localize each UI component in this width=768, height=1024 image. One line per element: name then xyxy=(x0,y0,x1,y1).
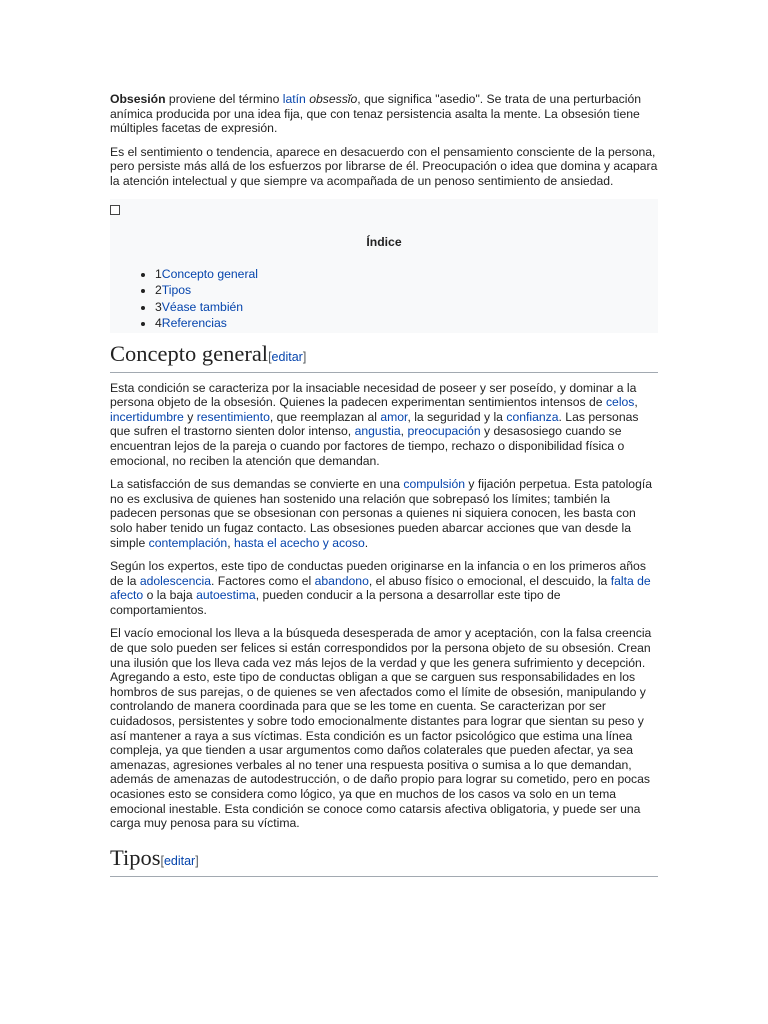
heading-concepto-general: Concepto general[editar] xyxy=(110,341,658,373)
edit-link[interactable]: editar xyxy=(163,853,196,868)
toc-title: Índice xyxy=(366,234,402,249)
heading-tipos: Tipos[editar] xyxy=(110,845,658,877)
link-amor[interactable]: amor xyxy=(380,409,408,424)
concepto-paragraph-4: El vacío emocional los lleva a la búsqueda desesperada de amor y aceptación, con la falsa creencia de que solo pueden ser felices si están correspondidos por la persona objeto de su obsesión. Crean una ilusión que los lleva cada vez más lejos de la verdad y que les genera sufrimiento y decepción. Agregando a esto, este tipo de conductas obligan a que se carguen sus responsabilidades en los hombros de sus parejas, o de quienes se ven afectados como el límite de obsesión, manipulando y controlando de manera coordinada para que se les tome en cuenta. Se caracterizan por ser cuidadosos, persistentes y sobre todo emocionalmente distantes para lograr que sientan su peso y así mantener a raya a sus víctimas. Esta condición es un factor psicológico que estima una línea compleja, ya que tienden a usar argumentos como daños colaterales que pueden afectar, ya sea amenazas, agresiones verbales al no tener una respuesta positiva o sumisa a lo que demandan, además de amenazas de autodestrucción, o de daño propio para lograr su cometido, pero en pocas ocasiones esto se considera como lógico, ya que en muchos de los casos va solo en un tema emocional inestable. Esta condición se conoce como catarsis afectiva obligatoria, y puede ser una carga muy penosa para su víctima. xyxy=(110,626,652,831)
link-compulsion[interactable]: compulsión xyxy=(403,477,466,492)
intro-paragraph-2: Es el sentimiento o tendencia, aparece en desacuerdo con el pensamiento consciente de la persona, pero persiste más allá de los esfuerzos por librarse de él. Preocupación o idea que domina y acapara la atención intelectual y que siempre va acompañada de un penoso sentimiento de ansiedad. xyxy=(110,144,658,188)
link-incertidumbre[interactable]: incertidumbre xyxy=(110,409,184,424)
link-latin[interactable]: latín xyxy=(282,92,306,106)
toc-list xyxy=(110,266,258,332)
latin-term: obsessĭo xyxy=(309,92,358,106)
link-angustia[interactable]: angustia xyxy=(354,424,401,439)
link-celos[interactable]: celos xyxy=(605,395,635,410)
edit-section-link: [editar] xyxy=(268,349,307,364)
link-contemplacion[interactable]: contemplación xyxy=(148,535,228,550)
link-autoestima[interactable]: autoestima xyxy=(196,588,256,603)
concepto-paragraph-3: Según los expertos, este tipo de conductas pueden originarse en la infancia o en los primeros años de la adolescencia. Factores como el abandono, el abuso físico o emocional, el descuido, la falta de afecto o la baja autoestima, pueden conducir a la persona a desarrollar este tipo de comportamientos. xyxy=(110,559,651,617)
toc-item[interactable]: • 4Referencias xyxy=(155,315,258,332)
toc-item[interactable]: • 1Concepto general xyxy=(155,266,258,283)
toc-item[interactable]: • 2Tipos xyxy=(155,282,258,299)
toc-link-referencias[interactable]: Referencias xyxy=(161,316,227,331)
edit-link[interactable]: editar xyxy=(271,349,303,364)
link-falta-de-afecto[interactable]: falta de afecto xyxy=(110,573,651,603)
term-bold: Obsesión xyxy=(110,92,166,106)
link-resentimiento[interactable]: resentimiento xyxy=(196,409,270,424)
table-of-contents xyxy=(110,199,658,333)
toc-toggle-checkbox[interactable] xyxy=(110,205,120,215)
concepto-paragraph-2: La satisfacción de sus demandas se convierte en una compulsión y fijación perpetua. Esta patología no es exclusiva de quienes han sostenido una relación que sobrepasó los límites; también la padecen personas que se obsesionan con personas a quienes ni siquiera conocen, les basta con solo haber tenido un fugaz contacto. Las obsesiones pueden abarcar acciones que van desde la simple contemplación, hasta el acecho y acoso. xyxy=(110,477,653,550)
toc-link-vease-tambien[interactable]: Véase también xyxy=(161,299,244,314)
toc-item[interactable]: • 3Véase también xyxy=(155,299,258,316)
link-abandono[interactable]: abandono xyxy=(314,573,369,588)
concepto-paragraph-1: Esta condición se caracteriza por la insaciable necesidad de poseer y ser poseído, y dominar a la persona objeto de la obsesión. Quienes la padecen experimentan sentimientos intensos de celos, incertidumbre y resentimiento, que reemplazan al amor, la seguridad y la confianza. Las personas que sufren el trastorno sienten dolor intenso, angustia, preocupación y desasosiego cuando se encuentran lejos de la pareja o cuando por factores de tiempo, rechazo o disponibilidad física o emocional, no reciben la atención que demandan. xyxy=(110,380,639,468)
link-adolescencia[interactable]: adolescencia xyxy=(139,573,211,588)
article-body xyxy=(110,92,658,885)
link-acecho-acoso[interactable]: hasta el acecho y acoso xyxy=(233,535,365,550)
intro-paragraph-1: Obsesión proviene del término latín obsessĭo, que significa "asedio". Se trata de una perturbación anímica producida por una idea fija, que con tenaz persistencia asalta la mente. La obsesión tiene múltiples facetas de expresión. xyxy=(110,92,642,136)
toc-link-concepto-general[interactable]: Concepto general xyxy=(161,266,258,281)
toc-link-tipos[interactable]: Tipos xyxy=(161,283,192,298)
link-preocupacion[interactable]: preocupación xyxy=(407,424,481,439)
edit-section-link: [editar] xyxy=(160,853,199,868)
link-confianza[interactable]: confianza xyxy=(506,409,559,424)
